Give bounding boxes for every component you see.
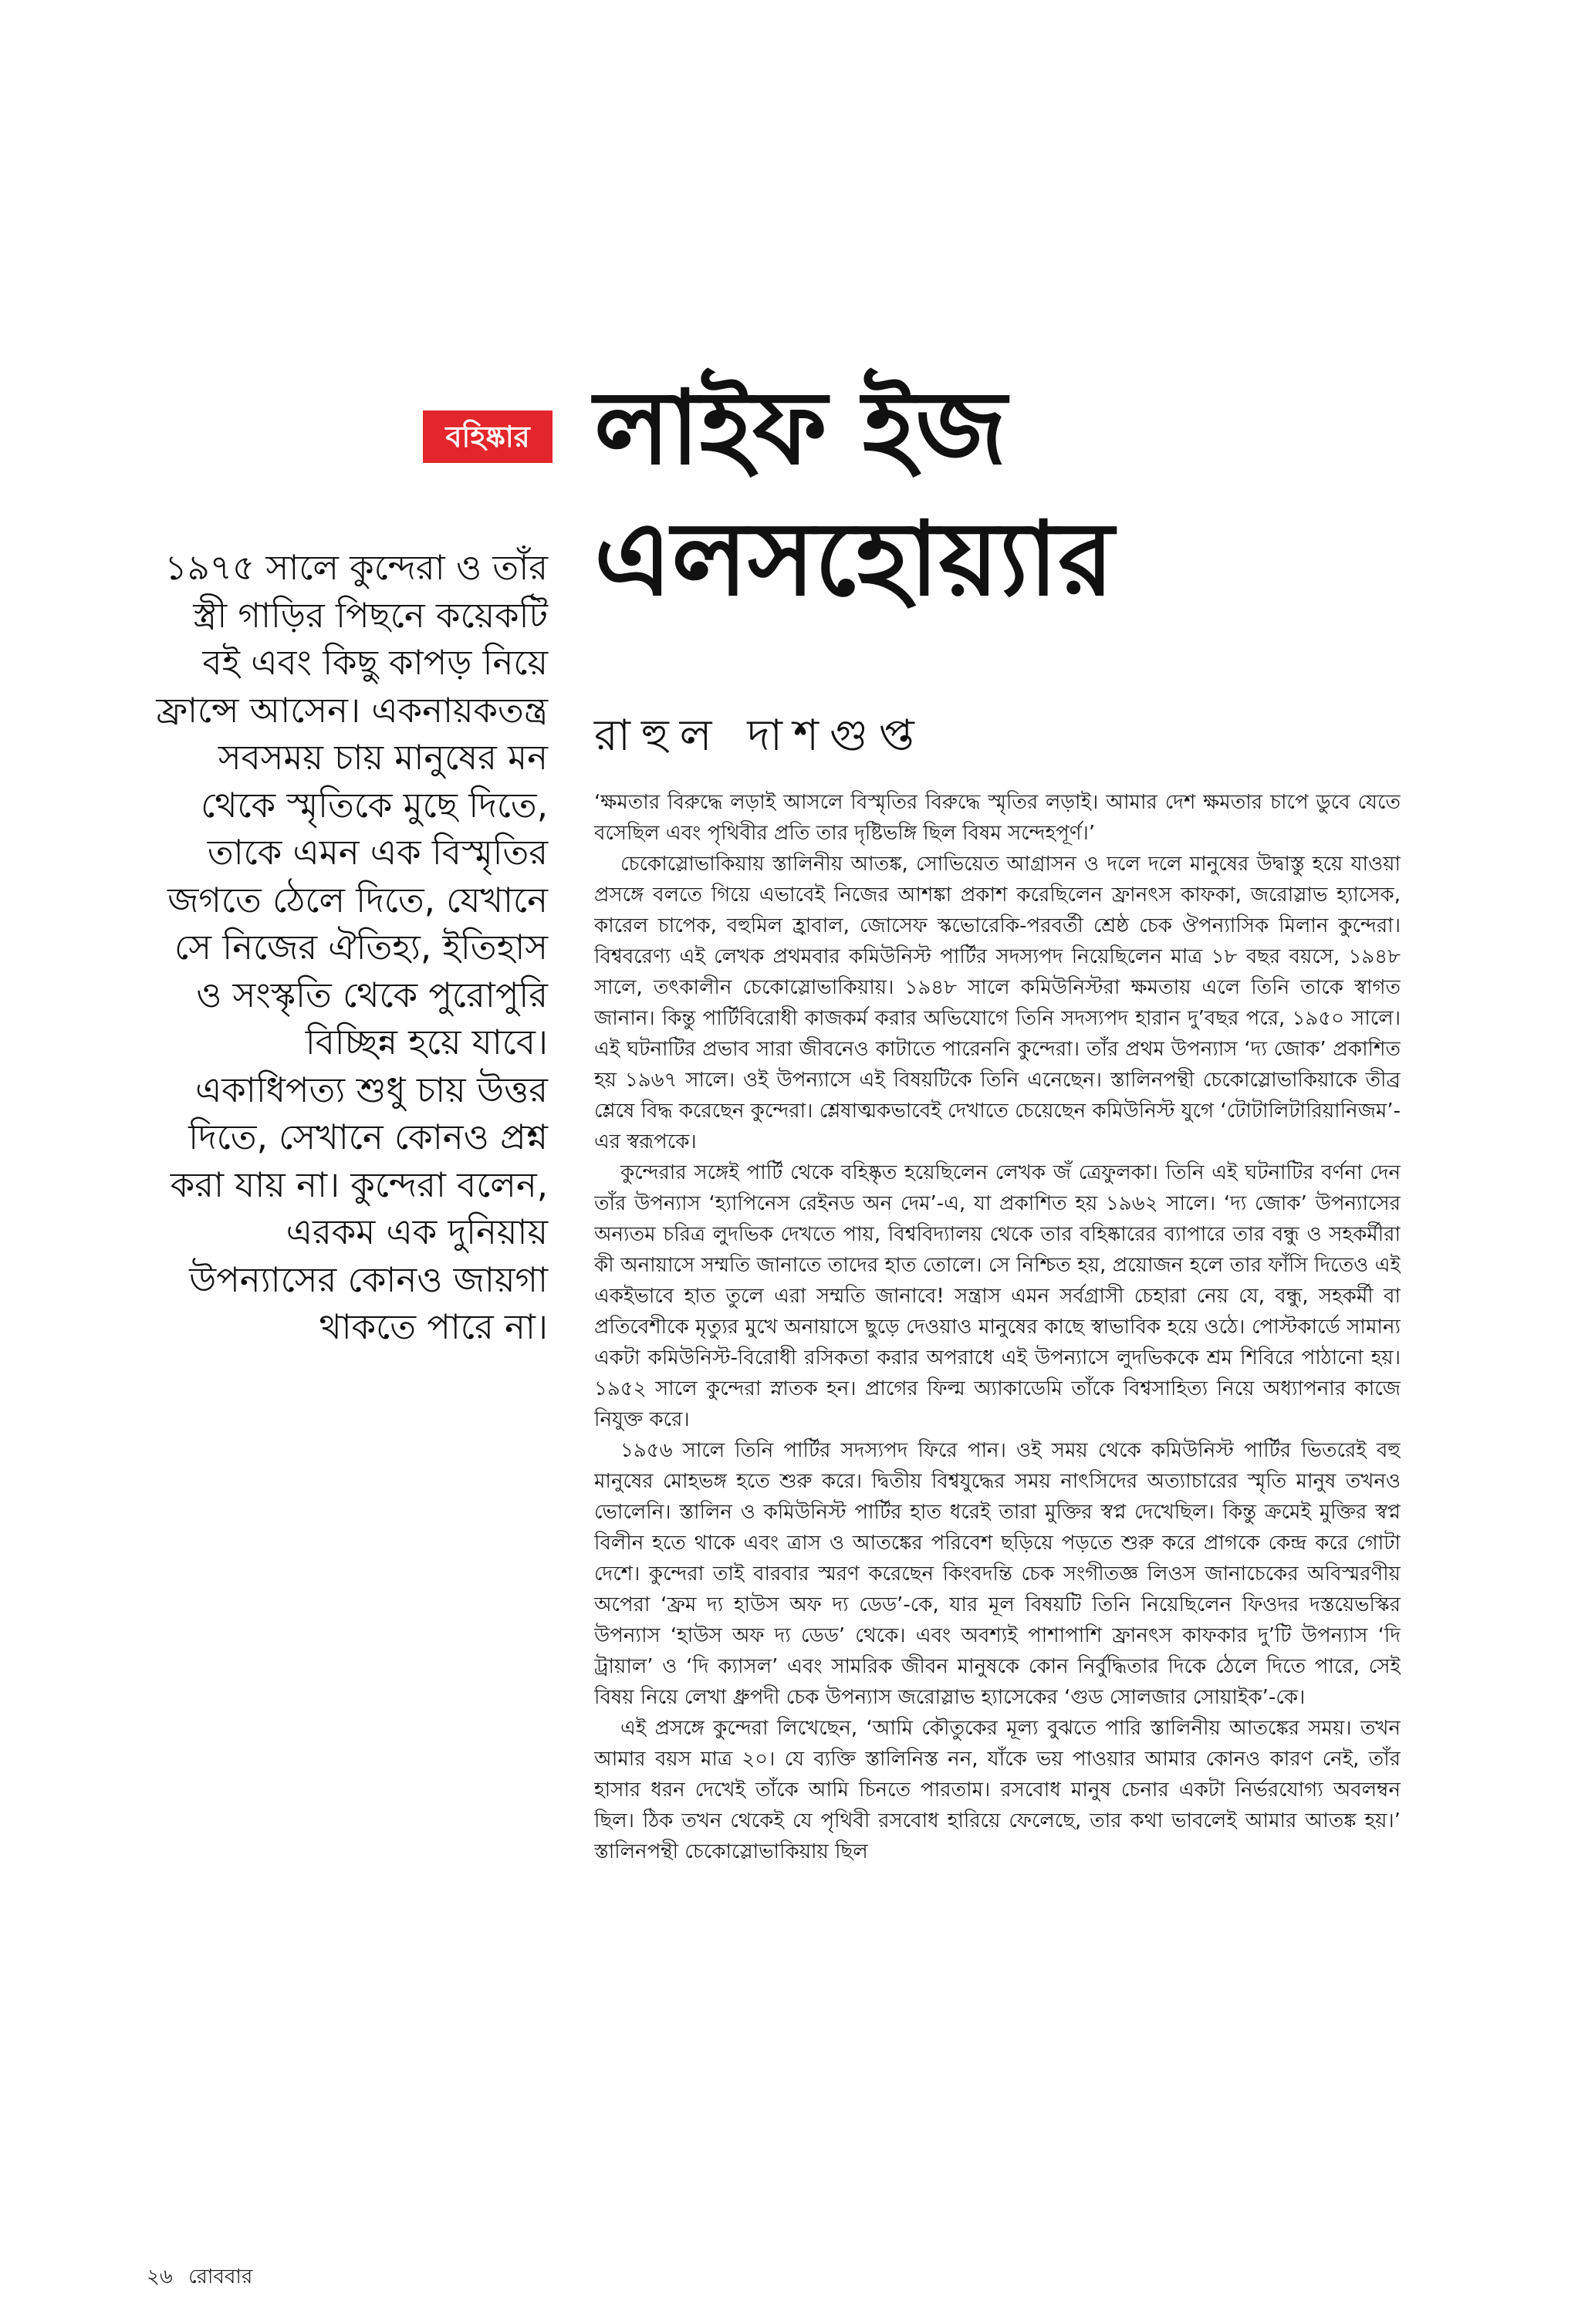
article-paragraph: চেকোস্লোভাকিয়ায় স্তালিনীয় আতঙ্ক, সোভিয়েত আগ্রাসন ও দলে দলে মানুষের উদ্বাস্তু হয়ে যাওয়া প্রসঙ্গে বলতে গিয়ে এভাবেই নিজের আশঙ্কা প্রকাশ করেছিলেন ফ্রানৎস কাফকা, জরোস্লাভ হ্যাসেক, কারেল চাপেক, বহুমিল হ্রাবাল, জোসেফ স্কভোরেকি-পরবর্তী শ্রেষ্ঠ চেক ঔপন্যাসিক মিলান কুন্দেরা। বিশ্ববরেণ্য এই লেখক প্রথমবার কমিউনিস্ট পার্টির সদস্যপদ নিয়েছিলেন মাত্র ১৮ বছর বয়সে, ১৯৪৮ সালে, তৎকালীন চেকোস্লোভাকিয়ায়। ১৯৪৮ সালে কমিউনিস্টরা ক্ষমতায় এলে তিনি তাকে স্বাগত জানান। কিন্তু পার্টিবিরোধী কাজকর্ম করার অভিযোগে তিনি সদস্যপদ হারান দু’বছর পরে, ১৯৫০ সালে। এই ঘটনাটির প্রভাব সারা জীবনেও কাটাতে পারেননি কুন্দেরা। তাঁর প্রথম উপন্যাস ‘দ্য জোক’ প্রকাশিত হয় ১৯৬৭ সালে। ওই উপন্যাসে এই বিষয়টিকে তিনি এনেছেন। স্তালিনপন্থী চেকোস্লোভাকিয়াকে তীব্র শ্লেষে বিদ্ধ করেছেন কুন্দেরা। শ্লেষাত্মকভাবেই দেখাতে চেয়েছেন কমিউনিস্ট যুগে ‘টোটালিটারিয়ানিজম’-এর স্বরূপকে। — [594, 853, 1401, 1154]
article-paragraph: এই প্রসঙ্গে কুন্দেরা লিখেছেন, ‘আমি কৌতুকের মূল্য বুঝতে পারি স্তালিনীয় আতঙ্কের সময়। তখন আমার বয়স মাত্র ২০। যে ব্যক্তি স্তালিনিস্ত নন, যাঁকে ভয় পাওয়ার আমার কোনও কারণ নেই, তাঁর হাসার ধরন দেখেই তাঁকে আমি চিনতে পারতাম। রসবোধ মানুষ চেনার একটা নির্ভরযোগ্য অবলম্বন ছিল। ঠিক তখন থেকেই যে পৃথিবী রসবোধ হারিয়ে ফেলেছে, তার কথা ভাবলেই আমার আতঙ্ক হয়।’ স্তালিনপন্থী চেকোস্লোভাকিয়ায় ছিল — [594, 1717, 1401, 1863]
headline: লাইফ ইজ এলসহোয়্যার — [594, 369, 1114, 619]
pull-quote: ১৯৭৫ সালে কুন্দেরা ও তাঁর স্ত্রী গাড়ির পিছনে কয়েকটি বই এবং কিছু কাপড় নিয়ে ফ্রান্সে আসেন। একনায়কতন্ত্র সবসময় চায় মানুষের মন থেকে স্মৃতিকে মুছে দিতে, তাকে এমন এক বিস্মৃতির জগতে ঠেলে দিতে, যেখানে সে নিজের ঐতিহ্য, ইতিহাস ও সংস্কৃতি থেকে পুরোপুরি বিচ্ছিন্ন হয়ে যাবে। একাধিপত্য শুধু চায় উত্তর দিতে, সেখানে কোনও প্রশ্ন করা যায় না। কুন্দেরা বলেন, এরকম এক দুনিয়ায় উপন্যাসের কোনও জায়গা থাকতে পারে না। — [156, 547, 548, 1347]
page-footer — [147, 2261, 252, 2295]
byline: রাহুল দাশগুপ্ত — [594, 711, 925, 761]
article-paragraph: কুন্দেরার সঙ্গেই পার্টি থেকে বহিষ্কৃত হয়েছিলেন লেখক জঁ ত্রেফুলকা। তিনি এই ঘটনাটির বর্ণনা দেন তাঁর উপন্যাস ‘হ্যাপিনেস রেইনড অন দেম’-এ, যা প্রকাশিত হয় ১৯৬২ সালে। ‘দ্য জোক’ উপন্যাসের অন্যতম চরিত্র লুদভিক দেখতে পায়, বিশ্ববিদ্যালয় থেকে তার বহিষ্কারের ব্যাপারে তার বন্ধু ও সহকর্মীরা কী অনায়াসে সম্মতি জানাতে তাদের হাত তোলে। সে নিশ্চিত হয়, প্রয়োজন হলে তার ফাঁসি দিতেও এই একইভাবে হাত তুলে এরা সম্মতি জানাবে! সন্ত্রাস এমন সর্বগ্রাসী চেহারা নেয় যে, বন্ধু, সহকর্মী বা প্রতিবেশীকে মৃত্যুর মুখে অনায়াসে ছুড়ে দেওয়াও মানুষের কাছে স্বাভাবিক হয়ে ওঠে। পোস্টকার্ডে সামান্য একটা কমিউনিস্ট-বিরোধী রসিকতা করার অপরাধে এই উপন্যাসে লুদভিককে শ্রম শিবিরে পাঠানো হয়। ১৯৫২ সালে কুন্দেরা স্নাতক হন। প্রাগের ফিল্ম অ্যাকাডেমি তাঁকে বিশ্বসাহিত্য নিয়ে অধ্যাপনার কাজে নিযুক্ত করে। — [594, 1161, 1401, 1431]
article-paragraph: ১৯৫৬ সালে তিনি পার্টির সদস্যপদ ফিরে পান। ওই সময় থেকে কমিউনিস্ট পার্টির ভিতরেই বহু মানুষের মোহভঙ্গ হতে শুরু করে। দ্বিতীয় বিশ্বযুদ্ধের সময় নাৎসিদের অত্যাচারের স্মৃতি মানুষ তখনও ভোলেনি। স্তালিন ও কমিউনিস্ট পার্টির হাত ধরেই তারা মুক্তির স্বপ্ন দেখেছিল। কিন্তু ক্রমেই মুক্তির স্বপ্ন বিলীন হতে থাকে এবং ত্রাস ও আতঙ্কের পরিবেশ ছড়িয়ে পড়তে শুরু করে প্রাগকে কেন্দ্র করে গোটা দেশে। কুন্দেরা তাই বারবার স্মরণ করেছেন কিংবদন্তি চেক সংগীতজ্ঞ লিওস জানাচেকের অবিস্মরণীয় অপেরা ‘ফ্রম দ্য হাউস অফ দ্য ডেড’-কে, যার মূল বিষয়টি তিনি নিয়েছিলেন ফিওদর দস্তয়েভস্কির উপন্যাস ‘হাউস অফ দ্য ডেড’ থেকে। এবং অবশ্যই পাশাপাশি ফ্রানৎস কাফকার দু’টি উপন্যাস ‘দি ট্রায়াল’ ও ‘দি ক্যাসল’ এবং সামরিক জীবন মানুষকে কোন নির্বুদ্ধিতার দিকে ঠেলে দিতে পারে, সেই বিষয় নিয়ে লেখা ধ্রুপদী চেক উপন্যাস জরোস্লাভ হ্যাসেকের ‘গুড সোলজার সোয়াইক’-কে। — [594, 1439, 1401, 1709]
section-label: বহিষ্কার — [423, 410, 553, 463]
magazine-name: রোববার — [188, 2265, 253, 2289]
page-number: ২৬ — [147, 2265, 173, 2289]
article-body — [594, 787, 1401, 2245]
article-paragraph: ‘ক্ষমতার বিরুদ্ধে লড়াই আসলে বিস্মৃতির বিরুদ্ধে স্মৃতির লড়াই। আমার দেশ ক্ষমতার চাপে ডুবে যেতে বসেছিল এবং পৃথিবীর প্রতি তার দৃষ্টিভঙ্গি ছিল বিষম সন্দেহপূর্ণ।’ — [594, 791, 1401, 845]
